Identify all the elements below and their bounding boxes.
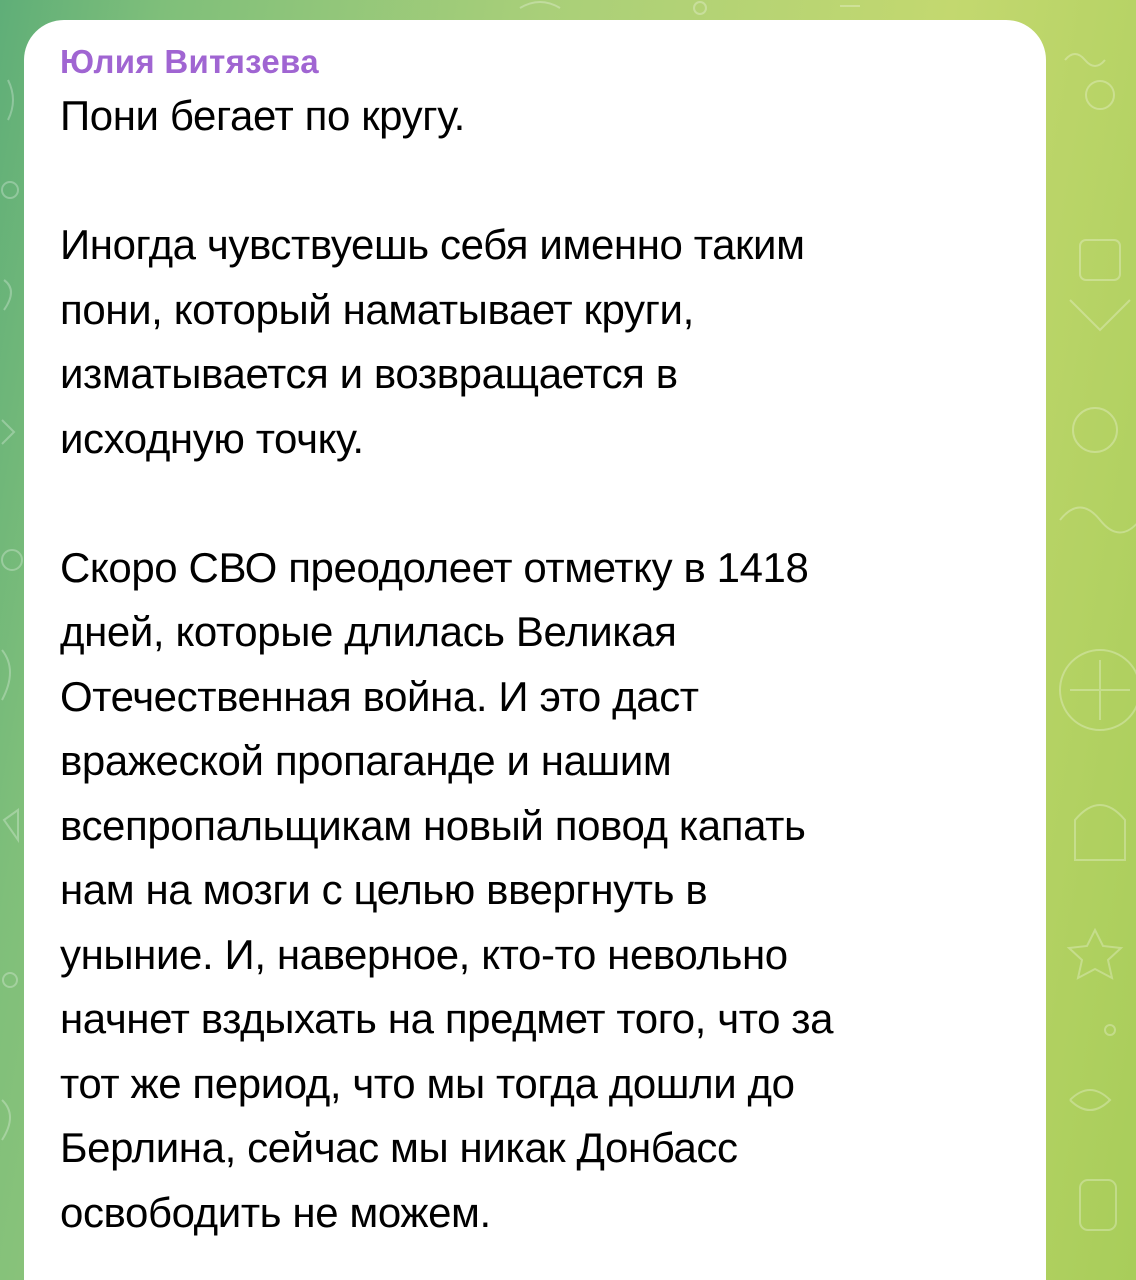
paragraph-gap: [60, 149, 1010, 214]
message-line: нам на мозги с целью ввергнуть в: [60, 866, 708, 913]
message-line: освободить не можем.: [60, 1188, 491, 1236]
message-line: тот же период, что мы тогда дошли до: [60, 1059, 795, 1107]
message-text: [60, 84, 1010, 1245]
sender-name[interactable]: Юлия Витязева: [60, 43, 319, 80]
message-line: исходную точку.: [60, 414, 364, 462]
paragraph-gap: [60, 471, 1010, 536]
message-line: всепропальщикам новый повод капать: [60, 801, 806, 849]
message-line: дней, которые длилась Великая: [60, 608, 677, 655]
message-line: Иногда чувствуешь себя именно таким: [60, 221, 805, 268]
message-line: вражеской пропаганде и нашим: [60, 737, 672, 784]
message-line: Берлина, сейчас мы никак Донбасс: [60, 1124, 738, 1171]
message-bubble[interactable]: [24, 20, 1046, 1280]
message-line: начнет вздыхать на предмет того, что за: [60, 995, 834, 1042]
message-line: Пони бегает по кругу.: [60, 92, 465, 139]
message-line: Отечественная война. И это даст: [60, 672, 699, 720]
message-line: уныние. И, наверное, кто-то невольно: [60, 930, 788, 978]
message-line: пони, который наматывает круги,: [60, 285, 694, 333]
message-line: изматывается и возвращается в: [60, 350, 678, 397]
message-line: Скоро СВО преодолеет отметку в 1418: [60, 543, 809, 591]
